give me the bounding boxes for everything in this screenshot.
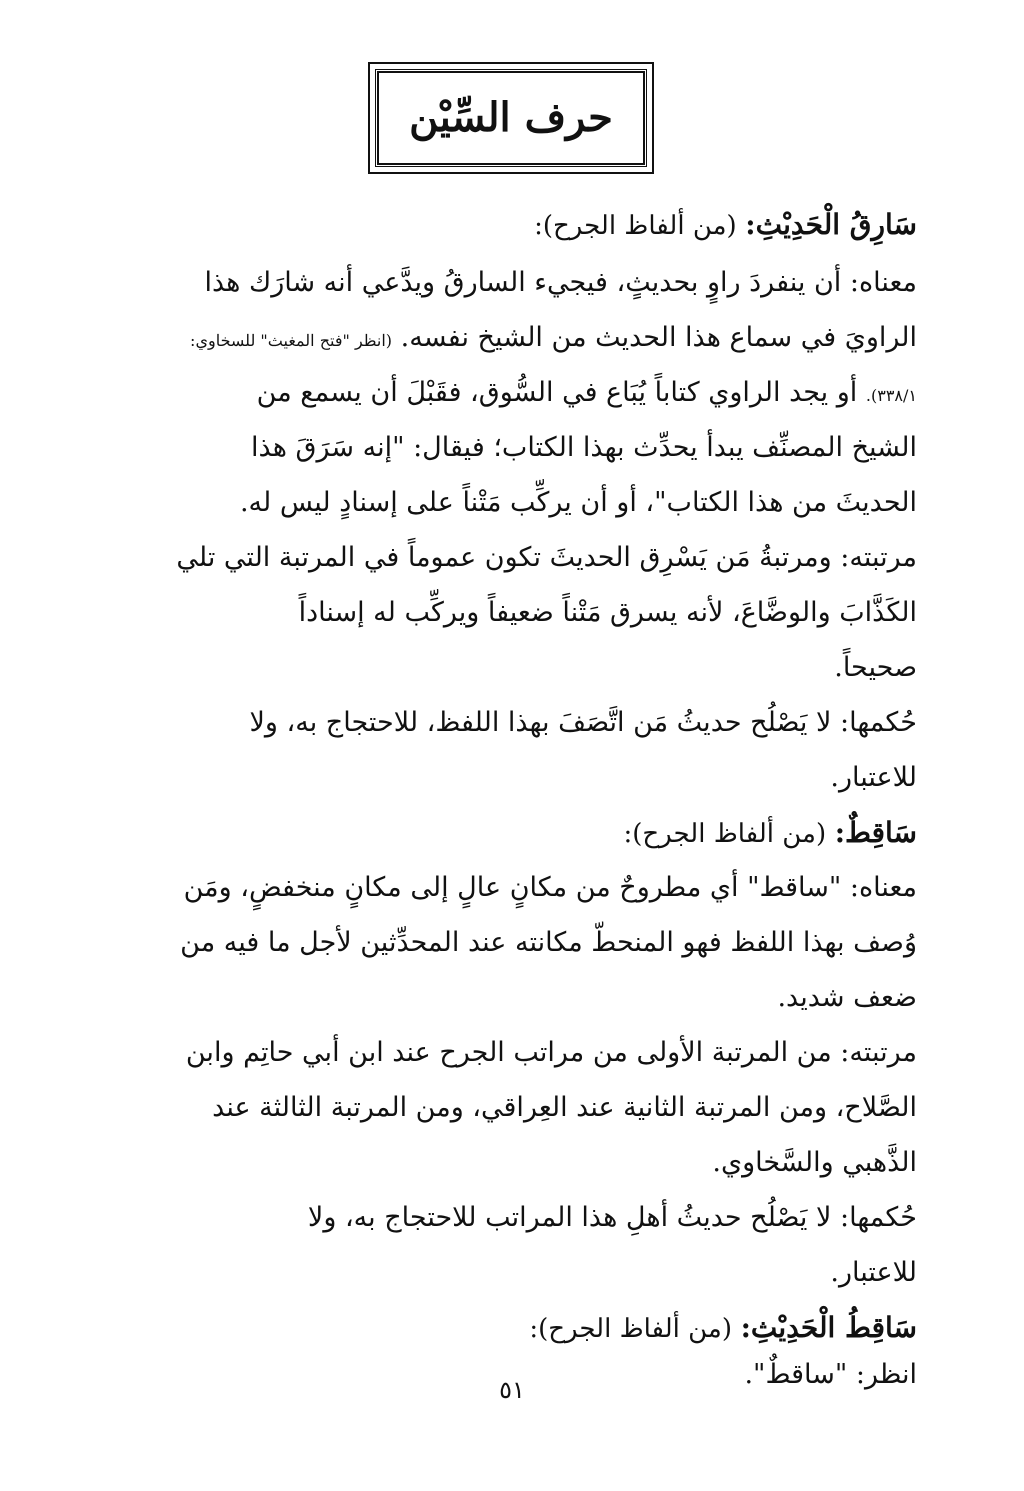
- entry-line: أو يجد الراوي كتاباً يُبَاع في السُّوق، فقَبْلَ أن يسمع من: [256, 377, 858, 408]
- entry-heading: [529, 1313, 917, 1344]
- entry-term: سَاقِطُ الْحَدِيْثِ:: [740, 1311, 917, 1344]
- entry-line-with-ref: [190, 323, 917, 356]
- entry-heading: [623, 818, 917, 849]
- entry-line: وُصف بهذا اللفظ فهو المنحطّ مكانته عند المحدِّثين لأجل ما فيه من: [180, 927, 917, 958]
- entry-line: معناه: أن ينفردَ راوٍ بحديثٍ، فيجيء السارقُ ويدَّعي أنه شارَك هذا: [204, 267, 917, 298]
- reference-note: (انظر "فتح المغيث" للسخاوي:: [190, 331, 393, 350]
- entry-line: الشيخ المصنِّف يبدأ يحدِّث بهذا الكتاب؛ فيقال: "إنه سَرَقَ هذا: [251, 432, 917, 463]
- entry-line: الكَذَّابَ والوضَّاعَ، لأنه يسرق مَتْناً ضعيفاً ويركِّب له إسناداً: [298, 597, 917, 628]
- chapter-title: حرف السِّيْن: [409, 94, 613, 141]
- reference-note: ٣٣٨/١).: [865, 386, 917, 405]
- entry-line: انظر: "ساقطٌ".: [744, 1359, 917, 1390]
- entry-line: الصَّلاح، ومن المرتبة الثانية عند العِراقي، ومن المرتبة الثالثة عند: [212, 1092, 917, 1123]
- entry-line-with-ref: [257, 378, 917, 411]
- entry-term: سَارِقُ الْحَدِيْثِ:: [745, 208, 917, 241]
- entry-category: (من ألفاظ الجرح):: [623, 819, 827, 849]
- entry-line: مرتبته: من المرتبة الأولى من مراتب الجرح عند ابن أبي حاتِم وابن: [185, 1037, 917, 1068]
- title-frame-inner-border: [377, 71, 645, 165]
- entry-category: (من ألفاظ الجرح):: [534, 211, 737, 241]
- entry-line: ضعف شديد.: [777, 982, 917, 1013]
- entry-line: الحديثَ من هذا الكتاب"، أو أن يركِّب مَتْناً على إسنادٍ ليس له.: [239, 487, 917, 518]
- entry-line: الراويَ في سماع هذا الحديث من الشيخ نفسه.: [400, 322, 917, 353]
- page-number: ٥١: [499, 1376, 525, 1404]
- entry-line: للاعتبار.: [830, 762, 917, 793]
- entry-line: حُكمها: لا يَصْلُح حديثُ أهلِ هذا المراتب للاحتجاج به، ولا: [307, 1202, 917, 1233]
- entry-line: مرتبته: ومرتبةُ مَن يَسْرِق الحديثَ تكون عموماً في المرتبة التي تلي: [176, 542, 917, 573]
- entry-heading: [534, 210, 917, 241]
- entry-category: (من ألفاظ الجرح):: [529, 1314, 732, 1344]
- entry-term: سَاقِطٌ:: [834, 816, 917, 849]
- entry-line: للاعتبار.: [830, 1257, 917, 1288]
- entry-line: الذَّهبي والسَّخاوي.: [712, 1147, 917, 1178]
- entry-line: صحيحاً.: [834, 652, 917, 683]
- entry-line: معناه: "ساقط" أي مطروحٌ من مكانٍ عالٍ إلى مكانٍ منخفضٍ، ومَن: [183, 872, 917, 903]
- entry-line: حُكمها: لا يَصْلُح حديثُ مَن اتَّصَفَ بهذا اللفظ، للاحتجاج به، ولا: [249, 707, 917, 738]
- chapter-title-frame: [368, 62, 654, 174]
